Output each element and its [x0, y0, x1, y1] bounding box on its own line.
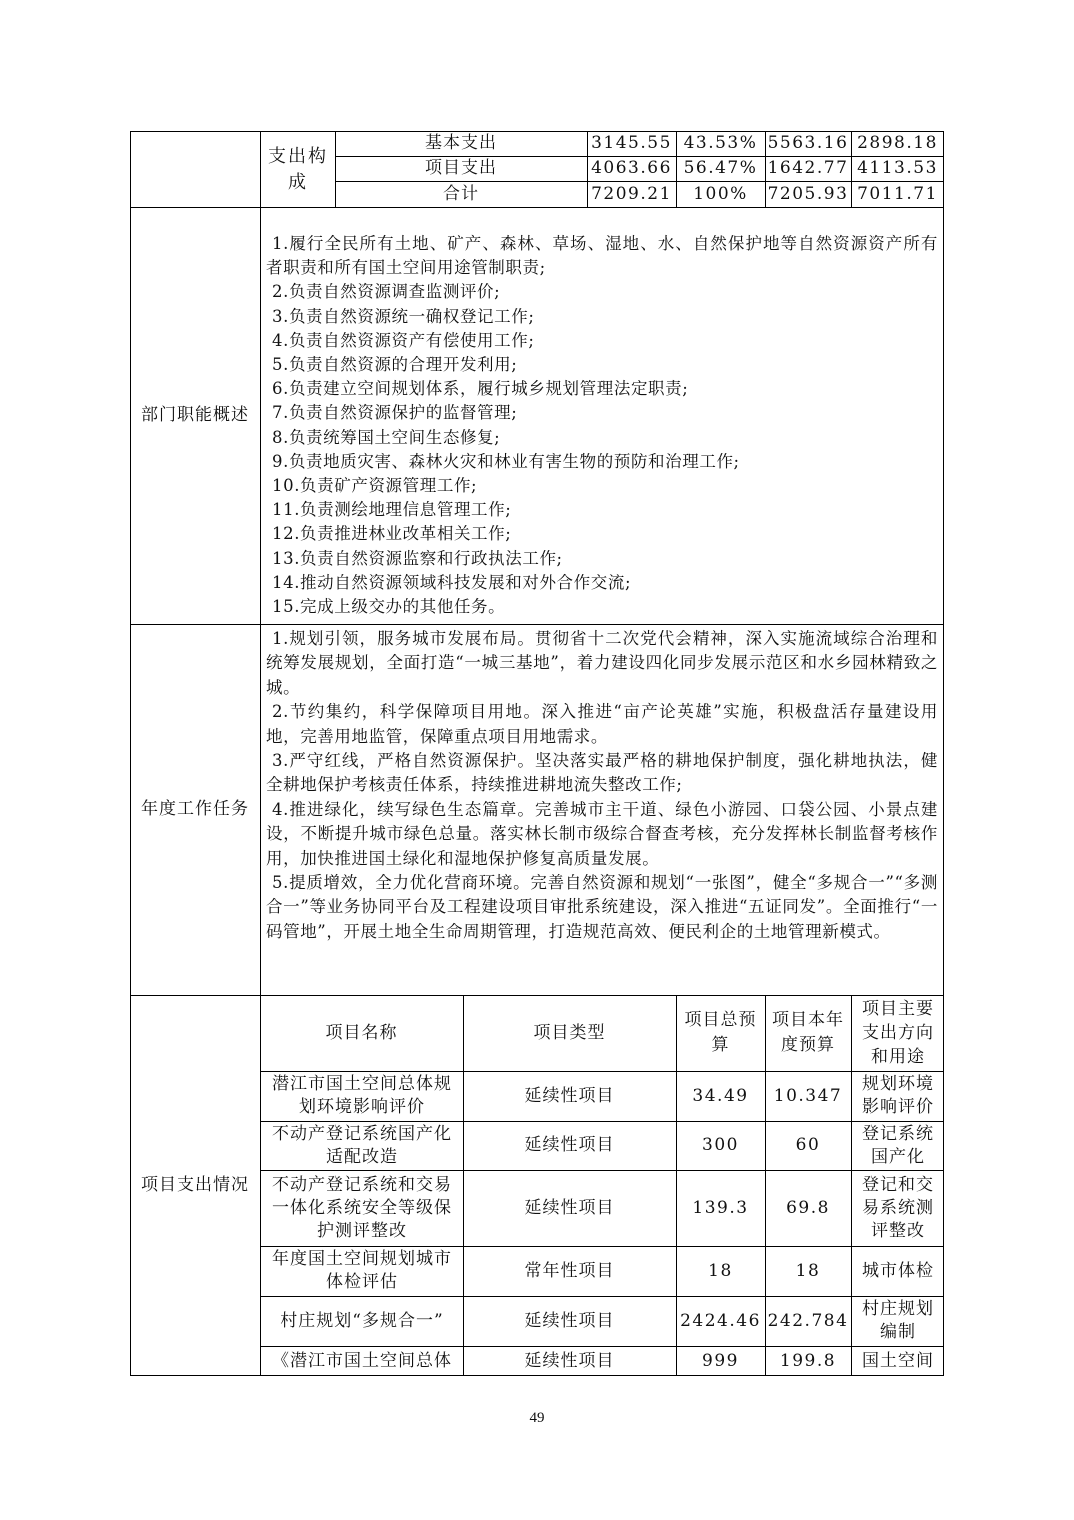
project-purpose: 规划环境影响评价 [862, 1074, 934, 1117]
project-name: 不动产登记系统国产化适配改造 [272, 1123, 452, 1167]
expense-row-name: 基本支出 [425, 133, 497, 153]
expense-row-percent: 43.53% [683, 133, 758, 153]
expense-structure-label: 支出构成 [268, 146, 328, 193]
expense-row-value: 7205.93 [767, 183, 849, 204]
expense-row-value: 4113.53 [857, 158, 938, 178]
project-type: 延续性项目 [524, 1135, 615, 1155]
project-year-budget: 199.8 [779, 1350, 837, 1371]
project-name: 年度国土空间规划城市体检评估 [272, 1249, 452, 1292]
annual-tasks-list [266, 627, 938, 944]
project-year-budget: 10.347 [773, 1085, 843, 1106]
expense-row-value: 3145.55 [591, 133, 672, 153]
project-type: 延续性项目 [524, 1085, 615, 1106]
project-year-budget: 242.784 [767, 1310, 849, 1331]
list-item: 8.负责统筹国土空间生态修复; [272, 427, 501, 447]
expense-row-percent: 56.47% [683, 158, 758, 178]
expense-row-value: 5563.16 [767, 133, 849, 153]
project-purpose: 国土空间 [862, 1350, 934, 1371]
project-name: 村庄规划“多规合一” [280, 1310, 444, 1331]
list-item: 1.规划引领，服务城市发展布局。贯彻省十二次党代会精神，深入实施流域综合治理和统筹发展规划，全面打造“一城三基地”，着力建设四化同步发展示范区和水乡园林精致之城。 [266, 629, 938, 697]
project-name: 《潜江市国土空间总体 [272, 1350, 452, 1371]
project-type: 延续性项目 [524, 1197, 615, 1218]
project-purpose: 登记系统国产化 [862, 1123, 934, 1167]
list-item: 15.完成上级交办的其他任务。 [272, 597, 506, 617]
list-item: 4.负责自然资源资产有偿使用工作; [272, 330, 535, 350]
list-item: 12.负责推进林业改革相关工作; [272, 524, 512, 544]
column-header-year-budget: 项目本年度预算 [772, 1010, 844, 1055]
list-item: 14.推动自然资源领域科技发展和对外合作交流; [272, 572, 632, 592]
list-item: 7.负责自然资源保护的监督管理; [272, 403, 518, 423]
expense-row-value: 2898.18 [857, 133, 938, 153]
expense-row-value: 4063.66 [591, 158, 672, 178]
list-item: 3.严守红线，严格自然资源保护。坚决落实最严格的耕地保护制度，强化耕地执法，健全耕地保护考核责任体系，持续推进耕地流失整改工作; [266, 751, 938, 795]
project-purpose: 城市体检 [862, 1260, 934, 1281]
list-item: 2.负责自然资源调查监测评价; [272, 282, 501, 302]
list-item: 3.负责自然资源统一确权登记工作; [272, 306, 535, 326]
list-item: 10.负责矿产资源管理工作; [272, 476, 478, 496]
project-purpose: 村庄规划编制 [862, 1299, 934, 1342]
project-name: 潜江市国土空间总体规划环境影响评价 [272, 1074, 452, 1117]
annual-tasks-label: 年度工作任务 [141, 799, 249, 819]
project-total-budget: 2424.46 [680, 1310, 761, 1331]
projects-label: 项目支出情况 [141, 1175, 249, 1195]
project-name: 不动产登记系统和交易一体化系统安全等级保护测评整改 [272, 1174, 452, 1241]
project-type: 延续性项目 [524, 1350, 615, 1371]
expense-row-percent: 100% [693, 183, 748, 204]
functions-list [266, 232, 938, 619]
column-header-name: 项目名称 [325, 1022, 398, 1043]
expense-row-name: 项目支出 [425, 158, 497, 178]
list-item: 9.负责地质灾害、森林火灾和林业有害生物的预防和治理工作; [272, 451, 740, 471]
project-total-budget: 139.3 [692, 1197, 749, 1218]
project-type: 延续性项目 [524, 1310, 615, 1331]
list-item: 2.节约集约，科学保障项目用地。深入推进“亩产论英雄”实施，积极盘活存量建设用地，完善用地监管，保障重点项目用地需求。 [266, 702, 938, 746]
project-total-budget: 999 [702, 1350, 739, 1371]
project-total-budget: 300 [702, 1135, 739, 1155]
project-year-budget: 69.8 [786, 1197, 830, 1218]
project-year-budget: 60 [795, 1135, 821, 1155]
column-header-type: 项目类型 [533, 1022, 606, 1043]
list-item: 6.负责建立空间规划体系，履行城乡规划管理法定职责; [272, 379, 689, 399]
page-number: 49 [529, 1410, 545, 1426]
list-item: 11.负责测绘地理信息管理工作; [272, 500, 512, 520]
project-purpose: 登记和交易系统测评整改 [862, 1174, 934, 1241]
project-year-budget: 18 [795, 1260, 821, 1281]
project-type: 常年性项目 [524, 1260, 615, 1281]
expense-row-value: 7209.21 [591, 183, 672, 204]
list-item: 4.推进绿化，续写绿色生态篇章。完善城市主干道、绿色小游园、口袋公园、小景点建设，不断提升城市绿色总量。落实林长制市级综合督查考核，充分发挥林长制监督考核作用，加快推进国土绿化和湿地保护修复高质量发展。 [266, 799, 938, 868]
list-item: 13.负责自然资源监察和行政执法工作; [272, 548, 563, 568]
list-item: 5.负责自然资源的合理开发利用; [272, 355, 518, 375]
column-header-total-budget: 项目总预算 [684, 1010, 757, 1055]
expense-row-value: 7011.71 [857, 183, 938, 204]
functions-label: 部门职能概述 [141, 405, 249, 425]
project-total-budget: 34.49 [692, 1085, 749, 1106]
expense-row-name: 合计 [443, 183, 479, 204]
project-total-budget: 18 [708, 1260, 733, 1281]
list-item: 1.履行全民所有土地、矿产、森林、草场、湿地、水、自然保护地等自然资源资产所有者职责和所有国土空间用途管制职责; [266, 234, 938, 278]
expense-row-value: 1642.77 [767, 158, 849, 178]
column-header-purpose: 项目主要支出方向和用途 [862, 999, 934, 1067]
list-item: 5.提质增效，全力优化营商环境。完善自然资源和规划“一张图”，健全“多规合一”“多测合一”等业务协同平台及工程建设项目审批系统建设，深入推进“五证同发”。全面推行“一码管地”，开展土地全生命周期管理，打造规范高效、便民利企的土地管理新模式。 [266, 873, 938, 941]
